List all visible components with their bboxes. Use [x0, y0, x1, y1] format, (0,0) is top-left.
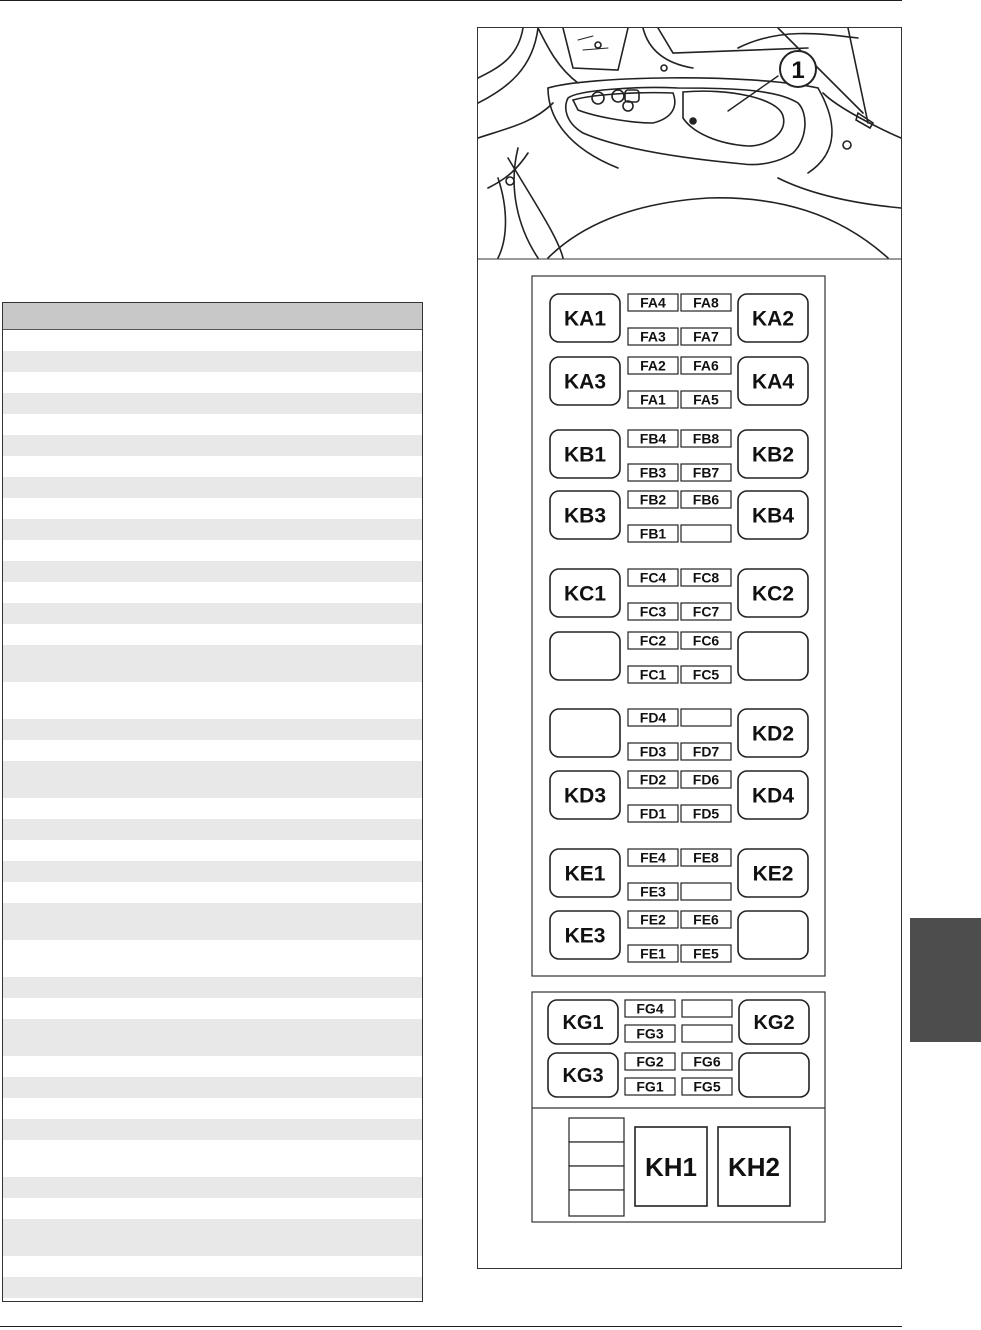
table-row — [3, 882, 422, 903]
fuse-label: FC8 — [692, 569, 720, 586]
fuse-fb4 — [628, 430, 678, 447]
fuse-fd5 — [681, 805, 731, 822]
maxi-fuse-slot — [569, 1142, 624, 1166]
fuse-fg8 — [682, 1000, 732, 1017]
relay-kg2 — [739, 1000, 809, 1044]
fuse-fc5 — [681, 666, 731, 683]
fuse-label: FD5 — [692, 805, 720, 822]
diagram-frame — [477, 27, 902, 1269]
fuse-fa5 — [681, 391, 731, 408]
relay-kh1 — [635, 1127, 707, 1206]
fuse-fe6 — [681, 911, 731, 928]
relay-label: KD4 — [751, 784, 795, 808]
relay-kb3 — [550, 491, 620, 539]
fuse-fd4 — [628, 709, 678, 726]
fuse-label: FE4 — [640, 849, 666, 866]
table-row — [3, 1177, 422, 1198]
maxi-fuse-slot — [569, 1118, 624, 1142]
relay-kb2 — [738, 430, 808, 478]
fuse-fb7 — [681, 464, 731, 481]
fuse-label: FG3 — [636, 1025, 664, 1042]
fuse-fe1 — [628, 945, 678, 962]
fuse-label: FC3 — [639, 603, 667, 620]
fuse-fg3 — [625, 1025, 675, 1042]
table-row — [3, 435, 422, 456]
table-row — [3, 819, 422, 840]
fuse-label: FC1 — [639, 666, 667, 683]
fuse-label: FA8 — [693, 294, 719, 311]
relay-kh2 — [718, 1127, 790, 1206]
fuse-fb1 — [628, 525, 678, 542]
fuse-label: FE1 — [640, 945, 666, 962]
table-row — [3, 330, 422, 351]
relay-ka1 — [550, 294, 620, 342]
relay-ke4 — [738, 911, 808, 959]
fuse-fc3 — [628, 603, 678, 620]
fuse-label: FB4 — [639, 430, 667, 447]
relay-label: KE2 — [752, 862, 794, 886]
fuse-fc7 — [681, 603, 731, 620]
relay-kd2 — [738, 709, 808, 757]
fuse-label: FD6 — [692, 771, 720, 788]
fuse-label: FB8 — [692, 430, 720, 447]
relay-label: KH1 — [644, 1151, 698, 1182]
relay-label: KD3 — [563, 784, 607, 808]
fuse-fe8 — [681, 849, 731, 866]
table-row — [3, 1140, 422, 1177]
table-row — [3, 540, 422, 561]
fuse-fd7 — [681, 743, 731, 760]
relay-kg1 — [548, 1000, 618, 1044]
table-row — [3, 940, 422, 977]
relay-label: KA2 — [751, 307, 795, 331]
fuse-label: FA5 — [693, 391, 719, 408]
relay-ke3 — [550, 911, 620, 959]
fuse-fa7 — [681, 328, 731, 345]
relay-kb4 — [738, 491, 808, 539]
table-row — [3, 719, 422, 740]
table-row — [3, 840, 422, 861]
relay-kc4 — [738, 632, 808, 680]
fuse-label: FG1 — [636, 1078, 664, 1095]
fuse-label: FA7 — [693, 328, 719, 345]
relay-label: KG2 — [753, 1012, 795, 1035]
fuse-fb8 — [681, 430, 731, 447]
fuse-label: FB3 — [639, 464, 667, 481]
relay-label: KG1 — [562, 1012, 604, 1035]
table-row — [3, 1219, 422, 1256]
fuse-fd6 — [681, 771, 731, 788]
table-row — [3, 582, 422, 603]
fuse-label: FD2 — [639, 771, 667, 788]
fuse-label: FD3 — [639, 743, 667, 760]
fuse-box-diagram — [478, 28, 901, 1268]
relay-label: KB3 — [563, 504, 607, 528]
fuse-label: FD1 — [639, 805, 667, 822]
fuse-label: FC4 — [639, 569, 667, 586]
table-row — [3, 1077, 422, 1098]
fuse-fe4 — [628, 849, 678, 866]
fuse-label: FC7 — [692, 603, 720, 620]
relay-kc3 — [550, 632, 620, 680]
fuse-fb2 — [628, 491, 678, 508]
fuse-fc8 — [681, 569, 731, 586]
table-row — [3, 1056, 422, 1077]
fuse-label: FD7 — [692, 743, 720, 760]
fuse-fc1 — [628, 666, 678, 683]
relay-label: KG3 — [562, 1065, 604, 1088]
table-row — [3, 624, 422, 645]
table-row — [3, 682, 422, 719]
fuse-fg2 — [625, 1053, 675, 1070]
table-row — [3, 351, 422, 372]
fuse-fe7 — [681, 883, 731, 900]
table-row — [3, 477, 422, 498]
fuse-label: FC2 — [639, 632, 667, 649]
table-row — [3, 414, 422, 435]
relay-kc2 — [738, 569, 808, 617]
table-row — [3, 1019, 422, 1056]
fuse-fb5 — [681, 525, 731, 542]
table-row — [3, 603, 422, 624]
relay-kd1 — [550, 709, 620, 757]
relay-kc1 — [550, 569, 620, 617]
table-row — [3, 1119, 422, 1140]
relay-label: KC2 — [751, 582, 795, 606]
fuse-fa8 — [681, 294, 731, 311]
relay-ka2 — [738, 294, 808, 342]
fuse-label: FE6 — [693, 911, 719, 928]
fuse-label: FE2 — [640, 911, 666, 928]
maxi-fuse-slot — [569, 1190, 624, 1216]
table-row — [3, 761, 422, 798]
relay-label: KB4 — [751, 504, 795, 528]
table-row — [3, 1277, 422, 1298]
relay-ke1 — [550, 849, 620, 897]
fuse-fb6 — [681, 491, 731, 508]
fuse-fc6 — [681, 632, 731, 649]
empty-table — [2, 302, 423, 1302]
chapter-tab — [910, 918, 981, 1042]
fuse-fc4 — [628, 569, 678, 586]
fuse-label: FG4 — [636, 1000, 664, 1017]
table-row — [3, 998, 422, 1019]
fuse-label: FA3 — [640, 328, 666, 345]
table-row — [3, 1198, 422, 1219]
fuse-fa1 — [628, 391, 678, 408]
relay-label: KD2 — [751, 722, 795, 746]
fuse-fg1 — [625, 1078, 675, 1095]
table-row — [3, 798, 422, 819]
fuse-fa6 — [681, 357, 731, 374]
fuse-fd2 — [628, 771, 678, 788]
bottom-rule — [0, 1326, 902, 1327]
fuse-fc2 — [628, 632, 678, 649]
fuse-fa2 — [628, 357, 678, 374]
relay-kg4 — [739, 1053, 809, 1097]
table-row — [3, 1098, 422, 1119]
table-row — [3, 1256, 422, 1277]
fuse-label: FA6 — [693, 357, 719, 374]
fuse-label: FB1 — [639, 525, 667, 542]
fuse-fd8 — [681, 709, 731, 726]
table-row — [3, 977, 422, 998]
callout-number: 1 — [791, 57, 805, 84]
table-row — [3, 561, 422, 582]
relay-kb1 — [550, 430, 620, 478]
fuse-label: FG5 — [693, 1078, 721, 1095]
fuse-fa4 — [628, 294, 678, 311]
fuse-fe5 — [681, 945, 731, 962]
table-row — [3, 498, 422, 519]
table-row — [3, 903, 422, 940]
relay-label: KB2 — [751, 443, 795, 467]
fuse-fe2 — [628, 911, 678, 928]
relay-label: KE1 — [564, 862, 606, 886]
relay-label: KA1 — [563, 307, 607, 331]
table-row — [3, 645, 422, 682]
table-row — [3, 372, 422, 393]
fuse-fd3 — [628, 743, 678, 760]
fuse-fg7 — [682, 1025, 732, 1042]
top-rule — [0, 0, 902, 1]
fuse-fb3 — [628, 464, 678, 481]
fuse-label: FA1 — [640, 391, 666, 408]
relay-ka4 — [738, 357, 808, 405]
fuse-label: FE3 — [640, 883, 666, 900]
fuse-label: FG6 — [693, 1053, 721, 1070]
fuse-label: FB7 — [692, 464, 720, 481]
relay-label: KC1 — [563, 582, 607, 606]
table-row — [3, 393, 422, 414]
fuse-label: FA4 — [640, 294, 666, 311]
vehicle-illustration — [478, 28, 901, 258]
fuse-label: FC5 — [692, 666, 720, 683]
fuse-label: FD4 — [639, 709, 667, 726]
fuse-fg6 — [682, 1053, 732, 1070]
fuse-label: FE5 — [693, 945, 719, 962]
fuse-label: FC6 — [692, 632, 720, 649]
fuse-label: FB6 — [692, 491, 720, 508]
fuse-label: FB2 — [639, 491, 667, 508]
relay-kg3 — [548, 1053, 618, 1097]
table-row — [3, 456, 422, 477]
table-header — [3, 303, 422, 330]
fuse-fd1 — [628, 805, 678, 822]
maxi-fuse-stack — [569, 1118, 624, 1216]
fuse-label: FA2 — [640, 357, 666, 374]
fuse-label: FE8 — [693, 849, 719, 866]
fuse-fa3 — [628, 328, 678, 345]
fuse-fe3 — [628, 883, 678, 900]
fuse-label: FG2 — [636, 1053, 664, 1070]
fuse-fg4 — [625, 1000, 675, 1017]
relay-label: KE3 — [564, 924, 606, 948]
relay-label: KB1 — [563, 443, 607, 467]
relay-label: KA4 — [751, 370, 795, 394]
relay-label: KH2 — [727, 1151, 781, 1182]
maxi-fuse-slot — [569, 1166, 624, 1190]
relay-kd3 — [550, 771, 620, 819]
relay-kd4 — [738, 771, 808, 819]
fuse-fg5 — [682, 1078, 732, 1095]
table-row — [3, 519, 422, 540]
table-row — [3, 740, 422, 761]
table-row — [3, 861, 422, 882]
table-body — [3, 330, 422, 1298]
relay-ka3 — [550, 357, 620, 405]
relay-label: KA3 — [563, 370, 607, 394]
relay-ke2 — [738, 849, 808, 897]
